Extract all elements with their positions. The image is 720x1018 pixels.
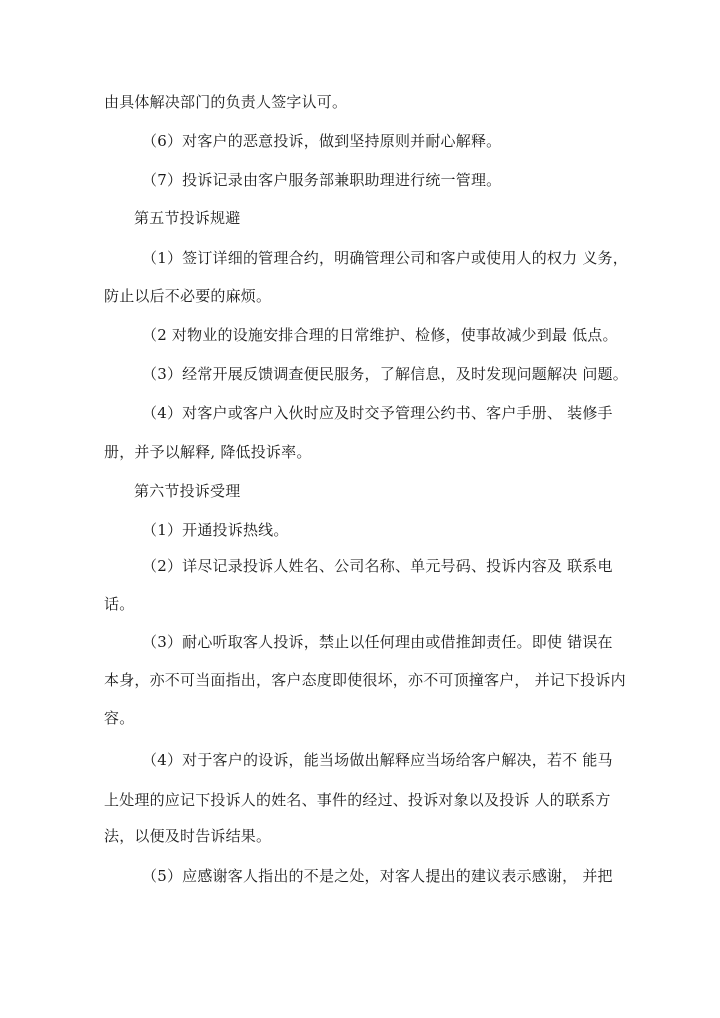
text-line: （2 对物业的设施安排合理的日常维护、检修，使事故减少到最 低点。 bbox=[142, 326, 618, 344]
text-line: 本身，亦不可当面指出，客户态度即使很坏，亦不可顶撞客户， 并记下投诉内 bbox=[104, 671, 626, 689]
text-line: 由具体解决部门的负责人签字认可。 bbox=[104, 93, 348, 111]
text-line: 法，以便及时告诉结果。 bbox=[104, 827, 272, 845]
text-line: （6）对客户的恶意投诉，做到坚持原则并耐心解释。 bbox=[142, 132, 502, 150]
text-line: （1）开通投诉热线。 bbox=[142, 521, 289, 539]
text-line: （1）签订详细的管理合约，明确管理公司和客户或使用人的权力 义务， bbox=[142, 249, 628, 267]
text-line: （7）投诉记录由客户服务部兼职助理进行统一管理。 bbox=[142, 171, 502, 189]
text-line: （3）经常开展反馈调查便民服务，了解信息，及时发现问题解决 问题。 bbox=[142, 365, 628, 383]
section-heading: 第六节投诉受理 bbox=[134, 482, 241, 500]
text-line: （3）耐心听取客人投诉，禁止以任何理由或借推卸责任。即使 错误在 bbox=[142, 633, 613, 651]
text-line: 册，并予以解释, 降低投诉率。 bbox=[104, 443, 312, 461]
text-line: （4）对客户或客户入伙时应及时交予管理公约书、客户手册、 装修手 bbox=[142, 404, 613, 422]
text-line: 容。 bbox=[104, 709, 135, 727]
text-line: （5）应感谢客人指出的不是之处，对客人提出的建议表示感谢， 并把 bbox=[142, 867, 613, 885]
text-line: （2）详尽记录投诉人姓名、公司名称、单元号码、投诉内容及 联系电 bbox=[142, 557, 613, 575]
text-line: （4）对于客户的设诉，能当场做出解释应当场给客户解决，若不 能马 bbox=[142, 751, 613, 769]
text-line: 防止以后不必要的麻烦。 bbox=[104, 287, 272, 305]
text-line: 话。 bbox=[104, 595, 135, 613]
text-line: 上处理的应记下投诉人的姓名、事件的经过、投诉对象以及投诉 人的联系方 bbox=[104, 791, 611, 809]
section-heading: 第五节投诉规避 bbox=[134, 209, 241, 227]
